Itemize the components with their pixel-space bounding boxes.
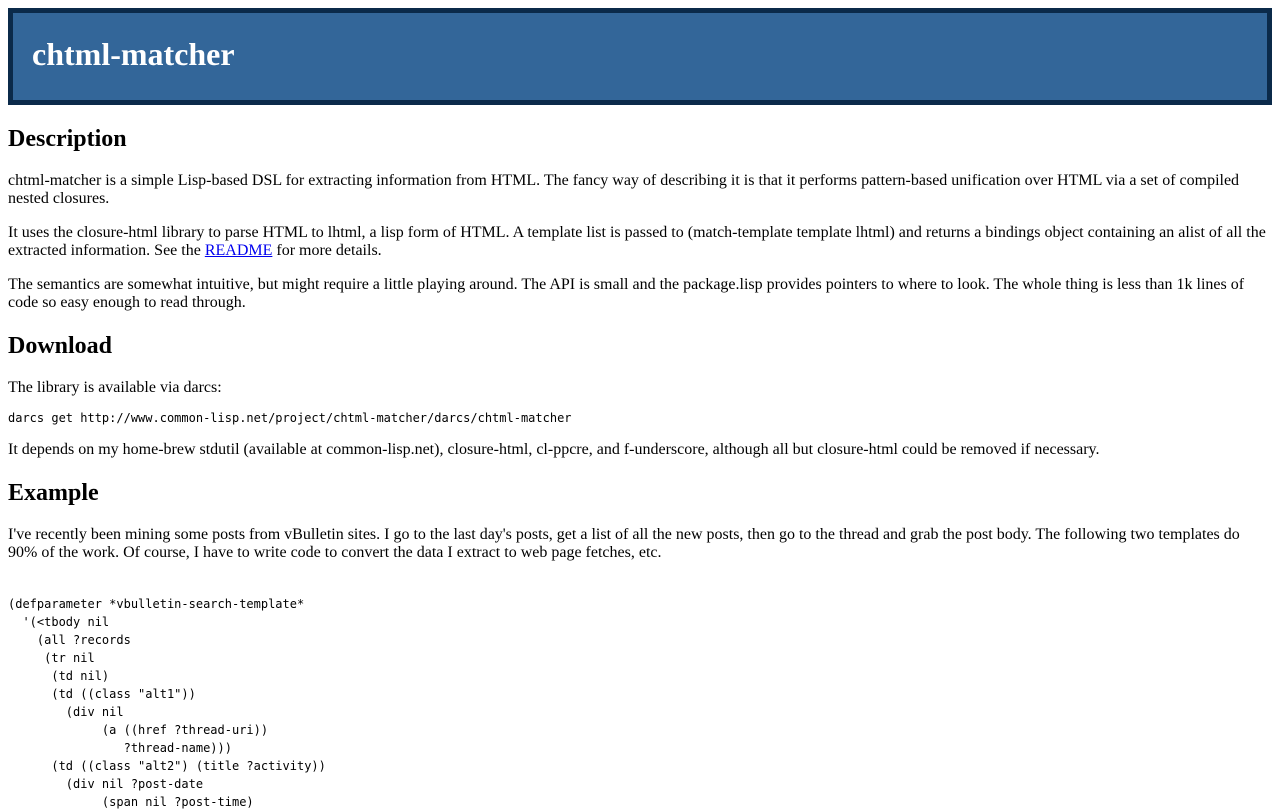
code-line: ?thread-name))) <box>8 741 232 755</box>
download-paragraph-1: The library is available via darcs: <box>8 379 222 396</box>
page-header-banner <box>13 13 1267 100</box>
code-line: (all ?records <box>8 633 131 647</box>
download-section <box>8 332 1272 360</box>
code-line: (td nil) <box>8 669 110 683</box>
code-line: (div nil <box>8 705 124 719</box>
description-paragraph-2-text-start: It uses the closure-html library to parse HTML to lhtml, a lisp form of HTML. A template list is passed to (match-template template lhtml) and returns a bindings object containing an alist of all the extracted information. See the <box>8 224 1266 259</box>
download-heading: Download <box>8 333 113 359</box>
code-line: (td ((class "alt2") (title ?activity)) <box>8 759 326 773</box>
description-paragraph-2 <box>8 224 1272 260</box>
page-title: chtml-matcher <box>32 36 235 72</box>
readme-link[interactable]: README <box>204 242 273 259</box>
description-section <box>8 125 1272 153</box>
code-line: (defparameter *vbulletin-search-template* <box>8 597 305 611</box>
example-paragraph-1: I've recently been mining some posts from vBulletin sites. I go to the last day's posts, get a list of all the new posts, then go to the thread and grab the post body. The following two templates do 90% of the work. Of course, I have to write code to convert the data I extract to web page fetches, etc. <box>8 526 1240 561</box>
code-line: (a ((href ?thread-uri)) <box>8 723 269 737</box>
description-paragraph-1: chtml-matcher is a simple Lisp-based DSL for extracting information from HTML. The fancy way of describing it is that it performs pattern-based unification over HTML via a set of compiled nested closures. <box>8 172 1240 207</box>
example-code-block <box>8 595 1272 811</box>
description-paragraph-2-text-end: for more details. <box>272 242 382 259</box>
example-section <box>8 479 1272 507</box>
code-line: '(<tbody nil <box>8 615 110 629</box>
description-paragraph-3: The semantics are somewhat intuitive, but might require a little playing around. The API is small and the package.lisp provides pointers to where to look. The whole thing is less than 1k lines of code so easy enough to read through. <box>8 276 1245 311</box>
page-header <box>8 8 1272 105</box>
code-line: (span nil ?post-time) <box>8 795 254 809</box>
description-heading: Description <box>8 126 127 152</box>
download-paragraph-2: It depends on my home-brew stdutil (available at common-lisp.net), closure-html, cl-ppcre, and f-underscore, although all but closure-html could be removed if necessary. <box>8 441 1100 458</box>
code-line: (tr nil <box>8 651 95 665</box>
code-line: (div nil ?post-date <box>8 777 204 791</box>
darcs-command: darcs get http://www.common-lisp.net/project/chtml-matcher/darcs/chtml-matcher <box>8 411 572 425</box>
code-line: (td ((class "alt1")) <box>8 687 196 701</box>
example-heading: Example <box>8 480 99 506</box>
